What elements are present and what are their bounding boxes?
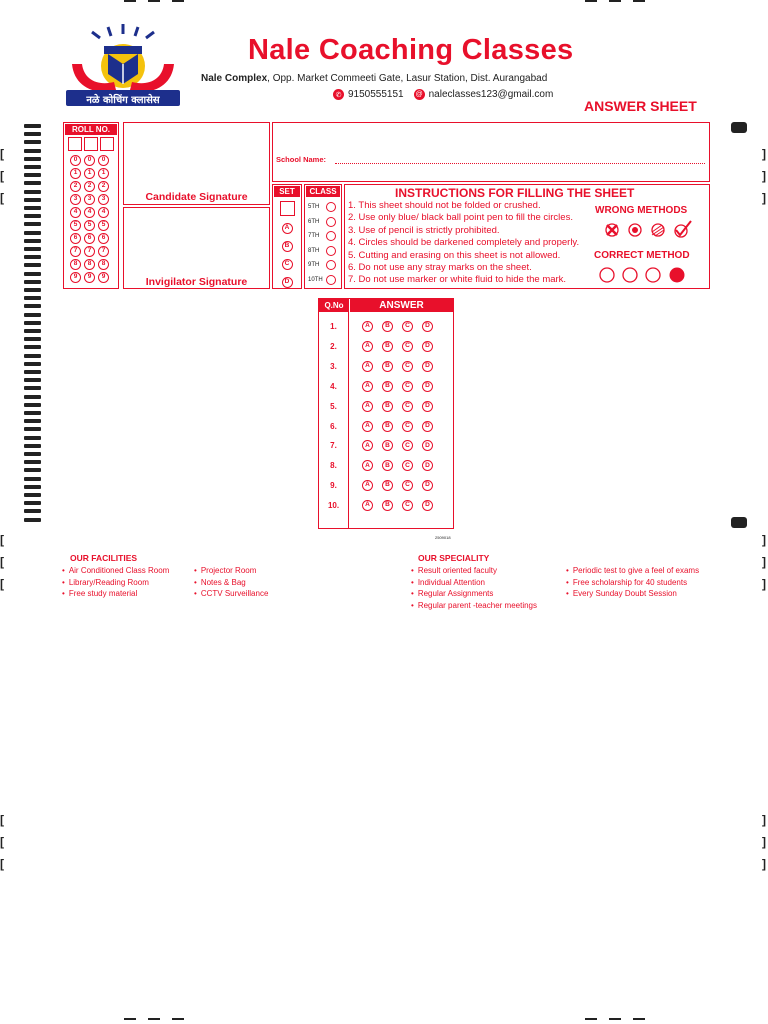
timing-mark xyxy=(24,272,41,276)
instruction-item: 4. Circles should be darkened completely and properly. xyxy=(348,237,580,249)
question-number: 5. xyxy=(330,401,337,411)
answer-options xyxy=(362,381,433,392)
roll-digit-bubble[interactable]: 7 xyxy=(70,246,81,257)
logo xyxy=(64,24,182,110)
list-item: • Every Sunday Doubt Session xyxy=(566,588,699,600)
bracket-mark: ] xyxy=(762,555,766,569)
roll-digit-bubble[interactable]: 0 xyxy=(70,155,81,166)
roll-number-entry xyxy=(64,137,118,151)
timing-mark xyxy=(24,296,41,300)
list-item: • Library/Reading Room xyxy=(62,577,169,589)
answer-bubble[interactable]: B xyxy=(382,500,393,511)
class-option-row xyxy=(308,200,341,215)
roll-digit-bubble[interactable]: 9 xyxy=(70,272,81,283)
class-box xyxy=(304,184,342,289)
class-option-row xyxy=(308,229,341,244)
roll-digit-row xyxy=(70,155,118,168)
timing-mark xyxy=(24,477,41,481)
email: naleclasses123@gmail.com xyxy=(428,89,554,100)
roll-digit-bubble[interactable]: 4 xyxy=(70,207,81,218)
timing-mark xyxy=(24,140,41,144)
roll-digit-row xyxy=(70,194,118,207)
roll-digit-bubble[interactable]: 2 xyxy=(70,181,81,192)
set-option-bubble[interactable]: C xyxy=(282,259,293,270)
cross-mark-icon xyxy=(606,224,618,236)
answer-bubble[interactable]: D xyxy=(422,321,433,332)
answer-bubble[interactable]: B xyxy=(382,361,393,372)
class-option-label: 6TH xyxy=(308,218,320,225)
timing-mark xyxy=(24,165,41,169)
phone: 9150555151 xyxy=(348,89,404,100)
roll-digit-row xyxy=(70,181,118,194)
facilities-list-2 xyxy=(194,565,268,600)
answer-header: ANSWER xyxy=(350,299,453,312)
set-options xyxy=(273,219,301,291)
question-number: 8. xyxy=(330,461,337,471)
alignment-marker xyxy=(731,122,747,133)
list-item: • CCTV Surveillance xyxy=(194,588,268,600)
timing-mark xyxy=(24,485,41,489)
instructions-list xyxy=(348,200,579,287)
question-number: 1. xyxy=(330,322,337,331)
registration-mark xyxy=(609,1018,621,1024)
roll-digit-box[interactable] xyxy=(68,137,82,151)
roll-digit-bubble[interactable]: 0 xyxy=(84,155,95,166)
list-item: • Result oriented faculty xyxy=(411,565,537,577)
timing-mark xyxy=(24,313,41,317)
institute-name: Nale Coaching Classes xyxy=(248,34,574,66)
bracket-mark: [ xyxy=(0,577,4,591)
logo-text: नळे कोचिंग क्लासेस xyxy=(86,95,160,106)
roll-digit-row xyxy=(70,259,118,272)
bracket-mark: [ xyxy=(0,555,4,569)
instruction-item: 5. Cutting and erasing on this sheet is not allowed. xyxy=(348,249,561,261)
answer-bubble[interactable]: B xyxy=(382,460,393,471)
instruction-item: 1. This sheet should not be folded or crushed. xyxy=(348,200,541,211)
sheet-code: 2509018 xyxy=(435,535,451,540)
answer-bubble[interactable]: C xyxy=(402,460,413,471)
timing-mark xyxy=(24,132,41,136)
timing-mark xyxy=(24,337,41,341)
registration-mark xyxy=(585,1018,597,1024)
tick-mark-icon xyxy=(675,221,691,237)
timing-mark xyxy=(24,345,41,349)
answer-bubble[interactable]: D xyxy=(422,440,433,451)
registration-mark xyxy=(609,0,621,8)
list-item: • Regular parent -teacher meetings xyxy=(411,600,537,612)
timing-mark xyxy=(24,378,41,382)
list-item: • Periodic test to give a feel of exams xyxy=(566,565,699,577)
school-name-box[interactable] xyxy=(272,122,710,182)
class-option-row xyxy=(308,258,341,273)
address-bold: Nale Complex xyxy=(201,73,268,84)
bracket-mark: ] xyxy=(762,813,766,827)
timing-mark xyxy=(24,411,41,415)
timing-mark xyxy=(24,436,41,440)
roll-digit-bubble[interactable]: 5 xyxy=(98,220,109,231)
answer-bubble[interactable]: C xyxy=(402,401,413,412)
empty-circle-icon xyxy=(600,268,614,282)
class-option-row xyxy=(308,244,341,259)
answer-bubble[interactable]: A xyxy=(362,421,373,432)
class-option-bubble[interactable] xyxy=(326,231,336,241)
roll-digit-bubble[interactable]: 3 xyxy=(84,194,95,205)
answer-options xyxy=(362,401,433,412)
registration-mark xyxy=(148,0,160,8)
roll-digit-bubble[interactable]: 6 xyxy=(70,233,81,244)
answer-bubble[interactable]: D xyxy=(422,361,433,372)
correct-method-label: CORRECT METHOD xyxy=(594,250,690,261)
timing-mark xyxy=(24,452,41,456)
roll-digit-bubble[interactable]: 3 xyxy=(70,194,81,205)
question-number: 3. xyxy=(330,361,337,371)
answer-row xyxy=(319,401,433,412)
question-number: 2. xyxy=(330,341,337,351)
roll-digit-row xyxy=(70,168,118,181)
answer-options xyxy=(362,480,433,491)
bracket-mark: [ xyxy=(0,835,4,849)
class-option-row xyxy=(308,273,341,288)
list-item: • Notes & Bag xyxy=(194,577,268,589)
timing-mark xyxy=(24,157,41,161)
list-item: • Projector Room xyxy=(194,565,268,577)
instruction-item: 2. Use only blue/ black ball point pen to fill the circles. xyxy=(348,212,573,224)
empty-circle-icon xyxy=(623,268,637,282)
phone-icon: ✆ xyxy=(333,89,344,100)
answer-bubble[interactable]: A xyxy=(362,381,373,392)
bracket-mark: ] xyxy=(762,533,766,547)
set-option-bubble[interactable]: D xyxy=(282,277,293,288)
timing-mark xyxy=(24,403,41,407)
roll-digit-row xyxy=(70,272,118,285)
answer-bubble[interactable]: C xyxy=(402,480,413,491)
set-option-row xyxy=(273,237,301,255)
answer-bubble[interactable]: C xyxy=(402,381,413,392)
timing-mark xyxy=(24,288,41,292)
timing-mark xyxy=(24,419,41,423)
answer-bubble[interactable]: D xyxy=(422,480,433,491)
set-option-bubble[interactable]: B xyxy=(282,241,293,252)
answer-row xyxy=(319,321,433,332)
registration-mark xyxy=(148,1018,160,1024)
class-option-bubble[interactable] xyxy=(326,217,336,227)
class-options xyxy=(305,200,341,287)
roll-digit-row xyxy=(70,207,118,220)
facilities-title: OUR FACILITIES xyxy=(70,553,138,563)
bracket-mark: [ xyxy=(0,533,4,547)
timing-mark xyxy=(24,149,41,153)
list-item: • Individual Attention xyxy=(411,577,537,589)
invigilator-signature-box[interactable] xyxy=(123,207,270,289)
sheet-title: ANSWER SHEET xyxy=(584,98,697,114)
set-option-bubble[interactable]: A xyxy=(282,223,293,234)
answer-bubble[interactable]: A xyxy=(362,401,373,412)
roll-digit-bubble[interactable]: 4 xyxy=(98,207,109,218)
class-option-row xyxy=(308,215,341,230)
timing-mark xyxy=(24,247,41,251)
registration-mark xyxy=(124,0,136,8)
class-option-label: 8TH xyxy=(308,247,320,254)
speciality-title: OUR SPECIALITY xyxy=(418,553,490,563)
roll-digit-bubble[interactable]: 9 xyxy=(84,272,95,283)
answer-row xyxy=(319,421,433,432)
answer-row xyxy=(319,341,433,352)
roll-digit-bubble[interactable]: 7 xyxy=(84,246,95,257)
answer-bubble[interactable]: A xyxy=(362,460,373,471)
answer-options xyxy=(362,460,433,471)
class-option-bubble[interactable] xyxy=(326,260,336,270)
bracket-mark: ] xyxy=(762,577,766,591)
timing-mark xyxy=(24,181,41,185)
bracket-mark: ] xyxy=(762,835,766,849)
answer-bubble[interactable]: B xyxy=(382,440,393,451)
answer-bubble[interactable]: C xyxy=(402,440,413,451)
answer-row xyxy=(319,381,433,392)
timing-mark xyxy=(24,222,41,226)
class-option-label: 10TH xyxy=(308,276,323,283)
answer-bubble[interactable]: D xyxy=(422,381,433,392)
qno-header: Q.No xyxy=(319,299,349,312)
answer-options xyxy=(362,440,433,451)
class-option-label: 9TH xyxy=(308,262,320,269)
scribble-mark-icon xyxy=(652,224,664,236)
answer-options xyxy=(362,421,433,432)
roll-digit-bubble[interactable]: 6 xyxy=(84,233,95,244)
list-item: • Air Conditioned Class Room xyxy=(62,565,169,577)
answer-row xyxy=(319,361,433,372)
timing-mark xyxy=(24,329,41,333)
dot-mark-icon xyxy=(629,224,641,236)
answer-bubble[interactable]: A xyxy=(362,341,373,352)
roll-digit-bubble[interactable]: 2 xyxy=(98,181,109,192)
set-option-row xyxy=(273,219,301,237)
set-entry-box[interactable] xyxy=(280,201,295,216)
class-label: CLASS xyxy=(306,186,340,197)
roll-digit-bubble[interactable]: 9 xyxy=(98,272,109,283)
answer-options xyxy=(362,361,433,372)
timing-mark xyxy=(24,460,41,464)
list-item: • Free study material xyxy=(62,588,169,600)
roll-digit-bubble[interactable]: 6 xyxy=(98,233,109,244)
question-number: 6. xyxy=(330,421,337,431)
roll-digit-bubble[interactable]: 3 xyxy=(98,194,109,205)
bracket-mark: [ xyxy=(0,813,4,827)
answer-bubble[interactable]: C xyxy=(402,361,413,372)
roll-digit-row xyxy=(70,246,118,259)
wrong-methods-examples xyxy=(602,219,700,246)
registration-mark xyxy=(633,1018,645,1024)
answer-row xyxy=(319,460,433,471)
answer-table-header xyxy=(319,299,453,312)
school-name-line xyxy=(335,163,705,164)
answer-bubble[interactable]: D xyxy=(422,401,433,412)
roll-digit-bubble[interactable]: 8 xyxy=(98,259,109,270)
answer-bubble[interactable]: D xyxy=(422,500,433,511)
timing-mark xyxy=(24,493,41,497)
roll-digit-bubble[interactable]: 1 xyxy=(98,168,109,179)
registration-mark xyxy=(633,0,645,8)
timing-mark xyxy=(24,354,41,358)
bracket-mark: [ xyxy=(0,857,4,871)
list-item: • Regular Assignments xyxy=(411,588,537,600)
timing-mark xyxy=(24,173,41,177)
contact-line xyxy=(333,89,553,100)
school-name-label: School Name: xyxy=(276,155,327,164)
registration-mark xyxy=(172,1018,184,1024)
class-option-bubble[interactable] xyxy=(326,202,336,212)
answer-bubble[interactable]: B xyxy=(382,401,393,412)
email-icon: @ xyxy=(415,91,423,98)
empty-circle-icon xyxy=(646,268,660,282)
roll-digit-bubble[interactable]: 5 xyxy=(70,220,81,231)
candidate-signature-label: Candidate Signature xyxy=(145,191,248,203)
roll-digit-box[interactable] xyxy=(84,137,98,151)
set-label: SET xyxy=(274,186,300,197)
answer-bubble[interactable]: B xyxy=(382,381,393,392)
answer-bubble[interactable]: A xyxy=(362,440,373,451)
alignment-marker xyxy=(731,517,747,528)
roll-digit-bubble[interactable]: 1 xyxy=(70,168,81,179)
speciality-list-2 xyxy=(566,565,699,600)
set-option-row xyxy=(273,273,301,291)
timing-mark xyxy=(24,386,41,390)
timing-mark xyxy=(24,370,41,374)
correct-method-examples xyxy=(597,266,689,289)
timing-mark xyxy=(24,518,41,522)
timing-mark xyxy=(24,239,41,243)
bracket-mark: ] xyxy=(762,147,766,161)
answer-bubble[interactable]: C xyxy=(402,321,413,332)
timing-mark xyxy=(24,255,41,259)
timing-mark xyxy=(24,263,41,267)
bracket-mark: ] xyxy=(762,191,766,205)
timing-mark xyxy=(24,231,41,235)
roll-digit-bubble[interactable]: 8 xyxy=(70,259,81,270)
invigilator-signature-label: Invigilator Signature xyxy=(145,276,248,288)
instructions-title: INSTRUCTIONS FOR FILLING THE SHEET xyxy=(395,186,635,200)
answer-row xyxy=(319,500,433,511)
list-item: • Free scholarship for 40 students xyxy=(566,577,699,589)
answer-bubble[interactable]: D xyxy=(422,421,433,432)
answer-bubble[interactable]: A xyxy=(362,361,373,372)
roll-digit-bubble[interactable]: 5 xyxy=(84,220,95,231)
timing-mark xyxy=(24,321,41,325)
answer-options xyxy=(362,500,433,511)
question-number: 7. xyxy=(330,441,337,451)
filled-circle-icon xyxy=(670,268,685,283)
answer-options xyxy=(362,341,433,352)
bracket-mark: [ xyxy=(0,191,4,205)
set-box xyxy=(272,184,302,289)
roll-bubble-grid xyxy=(64,155,118,285)
registration-mark xyxy=(172,0,184,8)
set-option-row xyxy=(273,255,301,273)
candidate-signature-box[interactable] xyxy=(123,122,270,205)
address-rest: , Opp. Market Commeeti Gate, Lasur Station, Dist. Aurangabad xyxy=(267,73,548,84)
roll-number-label: ROLL NO. xyxy=(65,124,117,135)
registration-mark xyxy=(585,0,597,8)
answer-bubble[interactable]: A xyxy=(362,500,373,511)
timing-mark xyxy=(24,509,41,513)
bracket-mark: [ xyxy=(0,147,4,161)
class-option-label: 7TH xyxy=(308,233,320,240)
answer-bubble[interactable]: D xyxy=(422,460,433,471)
timing-mark xyxy=(24,468,41,472)
timing-mark xyxy=(24,362,41,366)
answer-bubble[interactable]: C xyxy=(402,341,413,352)
timing-mark xyxy=(24,304,41,308)
answer-row xyxy=(319,440,433,451)
timing-mark xyxy=(24,501,41,505)
class-option-bubble[interactable] xyxy=(326,275,336,285)
answer-table xyxy=(318,298,454,529)
answer-bubble[interactable]: B xyxy=(382,421,393,432)
roll-digit-bubble[interactable]: 2 xyxy=(84,181,95,192)
bracket-mark: ] xyxy=(762,169,766,183)
answer-bubble[interactable]: C xyxy=(402,421,413,432)
timing-mark xyxy=(24,395,41,399)
answer-bubble[interactable]: A xyxy=(362,321,373,332)
question-number: 10. xyxy=(327,501,340,511)
bracket-mark: [ xyxy=(0,169,4,183)
instruction-item: 3. Use of pencil is strictly prohibited. xyxy=(348,224,500,236)
roll-number-box xyxy=(63,122,119,289)
roll-digit-row xyxy=(70,233,118,246)
bracket-mark: ] xyxy=(762,857,766,871)
timing-mark xyxy=(24,206,41,210)
timing-mark xyxy=(24,214,41,218)
roll-digit-bubble[interactable]: 1 xyxy=(84,168,95,179)
roll-digit-bubble[interactable]: 0 xyxy=(98,155,109,166)
answer-bubble[interactable]: D xyxy=(422,341,433,352)
roll-digit-box[interactable] xyxy=(100,137,114,151)
class-option-label: 5TH xyxy=(308,204,320,211)
timing-mark xyxy=(24,124,41,128)
wrong-methods-label: WRONG METHODS xyxy=(595,205,688,216)
instructions-box xyxy=(344,184,710,289)
answer-bubble[interactable]: A xyxy=(362,480,373,491)
answer-bubble[interactable]: C xyxy=(402,500,413,511)
answer-bubble[interactable]: B xyxy=(382,321,393,332)
registration-mark xyxy=(124,1018,136,1024)
instruction-item: 7. Do not use marker or white fluid to hide the mark. xyxy=(348,274,567,286)
timing-mark xyxy=(24,427,41,431)
timing-mark xyxy=(24,280,41,284)
instruction-item: 6. Do not use any stray marks on the sheet. xyxy=(348,262,532,274)
timing-mark xyxy=(24,198,41,202)
timing-mark xyxy=(24,190,41,194)
facilities-list-1 xyxy=(62,565,169,600)
question-number: 9. xyxy=(330,481,337,491)
answer-row xyxy=(319,480,433,491)
speciality-list-1 xyxy=(411,565,537,611)
roll-digit-row xyxy=(70,220,118,233)
roll-digit-bubble[interactable]: 7 xyxy=(98,246,109,257)
timing-mark xyxy=(24,444,41,448)
question-number: 4. xyxy=(330,381,337,391)
answer-bubble[interactable]: B xyxy=(382,480,393,491)
roll-digit-bubble[interactable]: 8 xyxy=(84,259,95,270)
answer-bubble[interactable]: B xyxy=(382,341,393,352)
answer-options xyxy=(362,321,433,332)
class-option-bubble[interactable] xyxy=(326,246,336,256)
address xyxy=(201,73,547,84)
roll-digit-bubble[interactable]: 4 xyxy=(84,207,95,218)
